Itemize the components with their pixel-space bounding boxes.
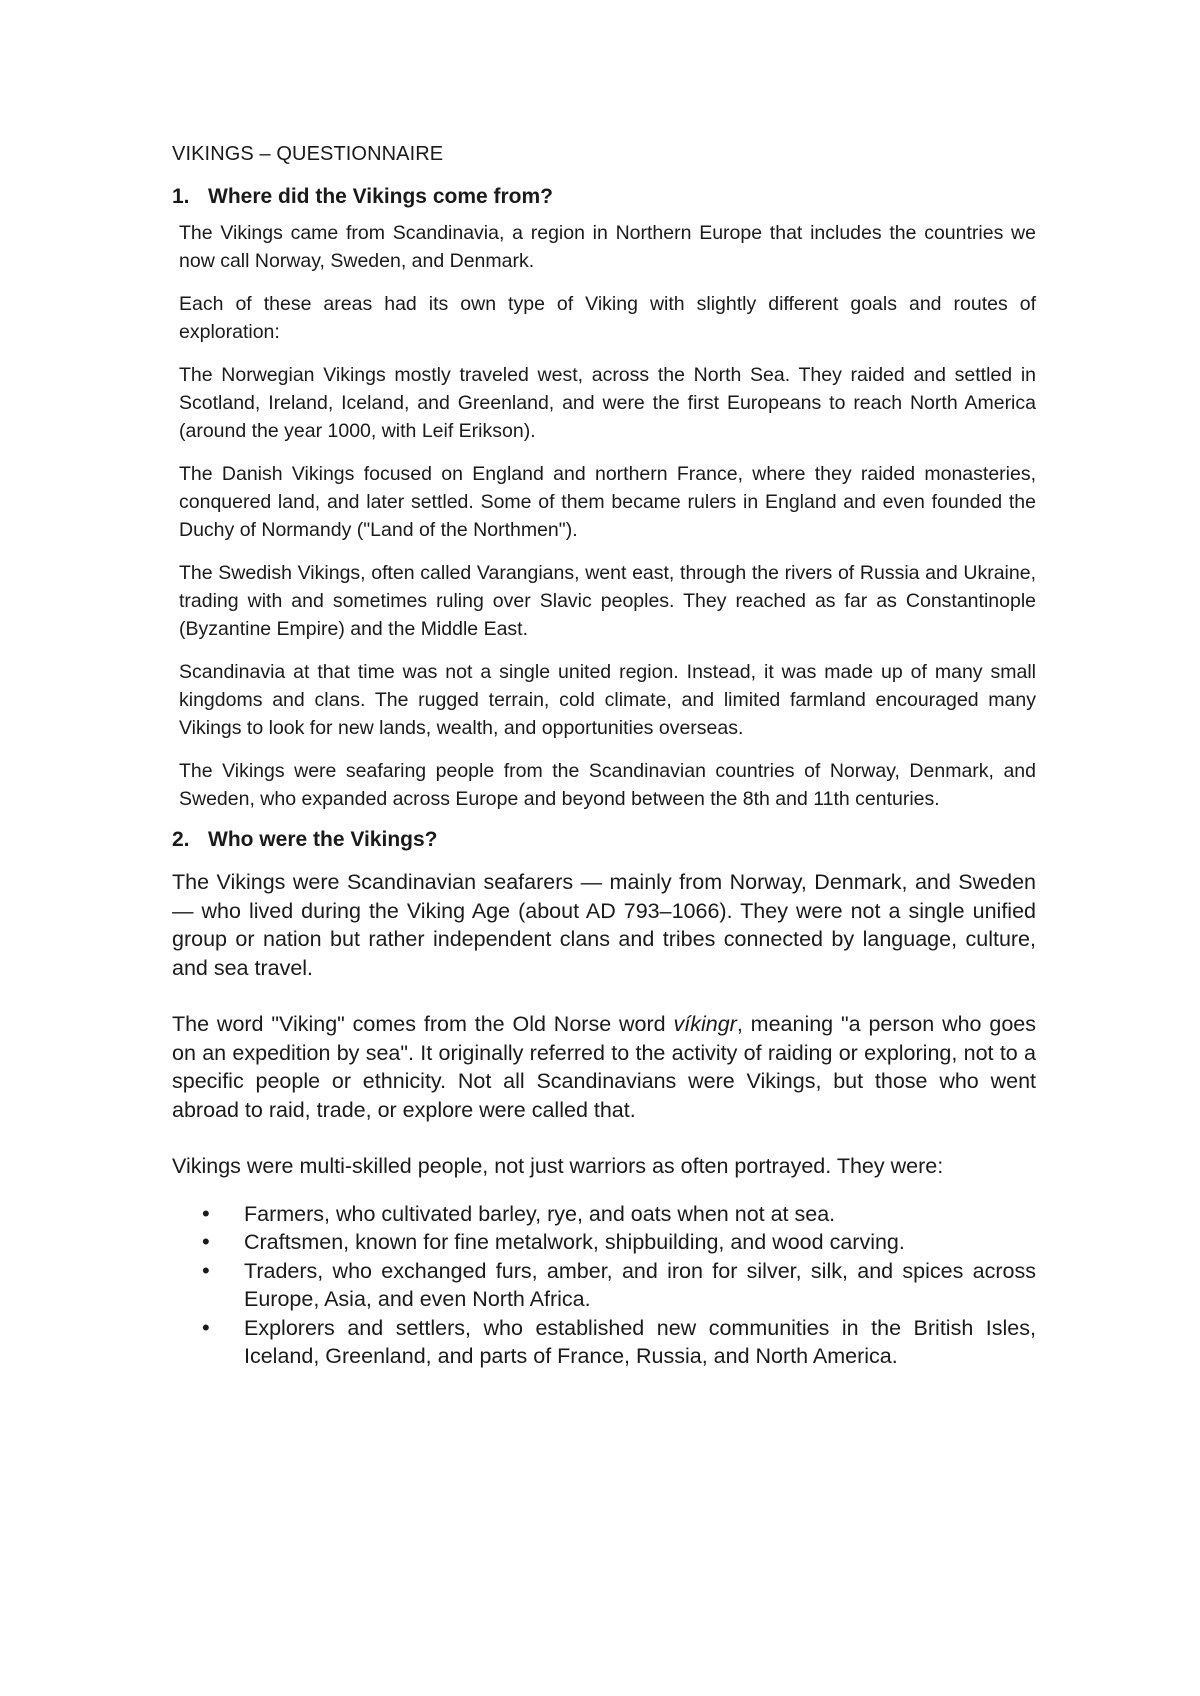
answer-1-paragraph: Each of these areas had its own type of Viking with slightly different goals and routes of exploration: <box>179 293 1036 343</box>
question-1-text: Where did the Vikings come from? <box>208 185 554 208</box>
answer-1-paragraph: The Vikings were seafaring people from the Scandinavian countries of Norway, Denmark, and Sweden, who expanded across Europe and beyond between the 8th and 11th centuries. <box>179 760 1036 810</box>
list-item: • Farmers, who cultivated barley, rye, and oats when not at sea. <box>244 1200 1036 1229</box>
question-2-text: Who were the Vikings? <box>208 828 438 851</box>
answer-2-paragraph: Vikings were multi-skilled people, not just warriors as often portrayed. They were: <box>172 1154 944 1178</box>
viking-roles-list <box>172 1200 1036 1371</box>
question-1-heading <box>172 185 1036 209</box>
list-item: • Craftsmen, known for fine metalwork, shipbuilding, and wood carving. <box>244 1228 1036 1257</box>
answer-2-paragraph-etymology <box>172 1010 1036 1124</box>
etymology-text-after: , meaning "a person who goes on an expedition by sea". It originally referred to the activity of raiding or exploring, not to a specific people or ethnicity. Not all Scandinavians were Vikings, but those who went abroad to raid, trade, or explore were called that. <box>172 1012 1036 1122</box>
document-title: VIKINGS – QUESTIONNAIRE <box>172 143 444 165</box>
old-norse-term: víkingr <box>673 1012 737 1036</box>
list-item: • Traders, who exchanged furs, amber, and iron for silver, silk, and spices across Europe, Asia, and even North Africa. <box>244 1257 1036 1314</box>
answer-1-paragraph: Scandinavia at that time was not a single united region. Instead, it was made up of many small kingdoms and clans. The rugged terrain, cold climate, and limited farmland encouraged many Vikings to look for new lands, wealth, and opportunities overseas. <box>179 661 1036 739</box>
etymology-text-before: The word "Viking" comes from the Old Norse word <box>172 1012 674 1036</box>
question-2-heading <box>172 828 1036 852</box>
answer-1-paragraph: The Swedish Vikings, often called Varangians, went east, through the rivers of Russia and Ukraine, trading with and sometimes ruling over Slavic peoples. They reached as far as Constantinople (Byzantine Empire) and the Middle East. <box>179 562 1036 640</box>
answer-1 <box>172 219 1036 813</box>
answer-2-paragraph: The Vikings were Scandinavian seafarers — mainly from Norway, Denmark, and Sweden — who lived during the Viking Age (about AD 793–1066). They were not a single unified group or nation but rather independent clans and tribes connected by language, culture, and sea travel. <box>172 870 1036 980</box>
answer-1-paragraph: The Vikings came from Scandinavia, a region in Northern Europe that includes the countries we now call Norway, Sweden, and Denmark. <box>179 222 1036 272</box>
answer-1-paragraph: The Danish Vikings focused on England and northern France, where they raided monasteries, conquered land, and later settled. Some of them became rulers in England and even founded the Duchy of Normandy ("Land of the Northmen"). <box>179 463 1036 541</box>
list-item: • Explorers and settlers, who established new communities in the British Isles, Iceland, Greenland, and parts of France, Russia, and North America. <box>244 1314 1036 1371</box>
answer-1-paragraph: The Norwegian Vikings mostly traveled west, across the North Sea. They raided and settled in Scotland, Ireland, Iceland, and Greenland, and were the first Europeans to reach North America (around the year 1000, with Leif Erikson). <box>179 364 1036 442</box>
answer-2 <box>172 868 1036 1371</box>
question-1-number: 1. <box>172 185 190 208</box>
question-2-number: 2. <box>172 828 190 851</box>
